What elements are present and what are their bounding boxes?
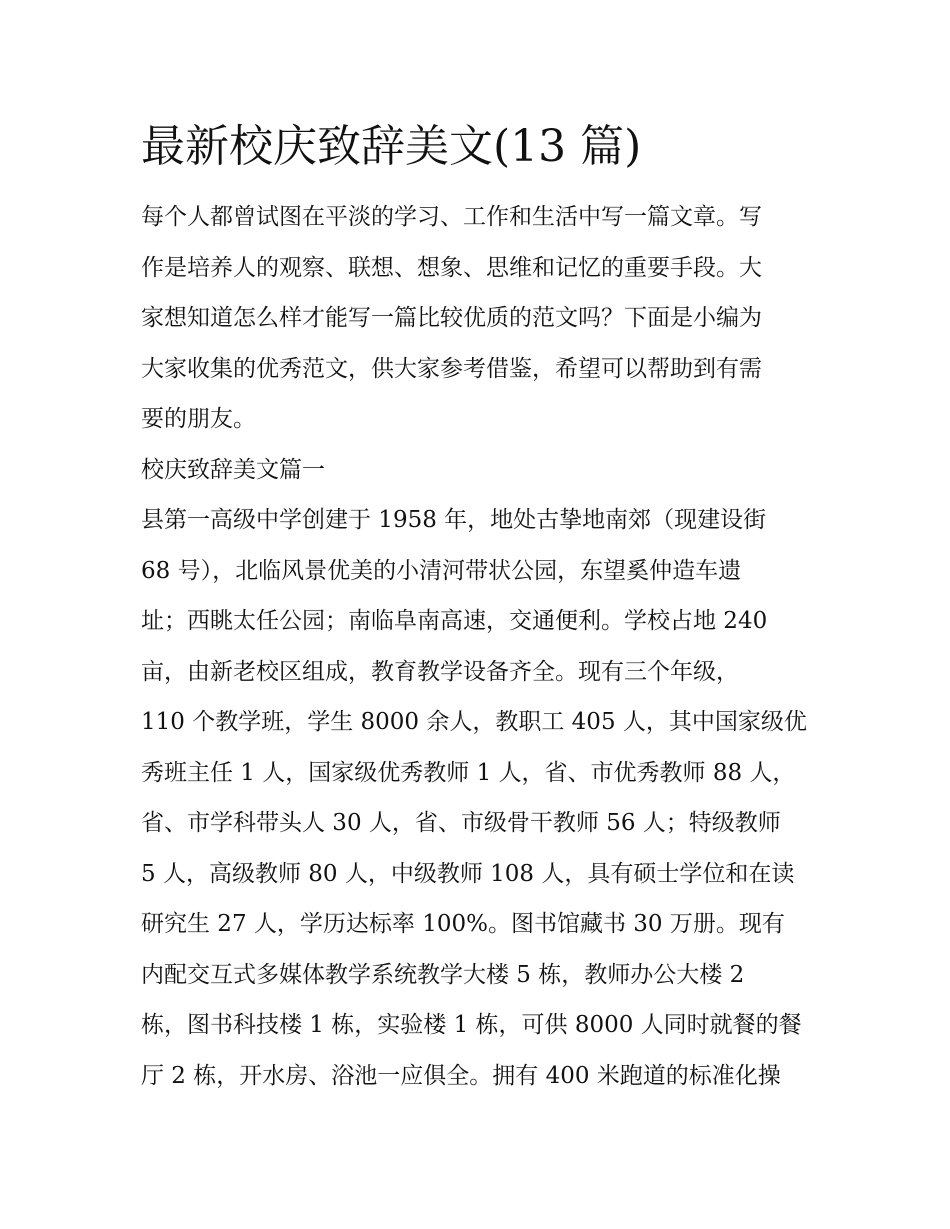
text-line: 要的朋友。 (141, 406, 256, 432)
text-line: 大家收集的优秀范文，供大家参考借鉴，希望可以帮助到有需 (141, 355, 762, 382)
text-line: 县第一高级中学创建于 1958 年，地处古挚地南郊（现建设街 (141, 507, 767, 533)
text-line: 栋，图书科技楼 1 栋，实验楼 1 栋，可供 8000 人同时就餐的餐 (141, 1012, 802, 1038)
text-line: 省、市学科带头人 30 人，省、市级骨干教师 56 人；特级教师 (141, 810, 781, 836)
document-title: 最新校庆致辞美文(13 篇) (141, 121, 642, 172)
text-line: 作是培养人的观察、联想、想象、思维和记忆的重要手段。大 (141, 254, 762, 281)
text-line: 厅 2 栋，开水房、浴池一应俱全。拥有 400 米跑道的标准化操 (141, 1062, 781, 1089)
text-line: 110 个教学班，学生 8000 余人，教职工 405 人，其中国家级优 (141, 709, 807, 735)
text-line: 5 人，高级教师 80 人，中级教师 108 人，具有硕士学位和在读 (141, 860, 795, 887)
text-line: 亩，由新老校区组成，教育教学设备齐全。现有三个年级， (141, 658, 739, 685)
text-line: 家想知道怎么样才能写一篇比较优质的范文吗？下面是小编为 (141, 305, 762, 331)
text-line: 址；西眺太任公园；南临阜南高速，交通便利。学校占地 240 (141, 608, 768, 634)
document-page (141, 112, 813, 1101)
text-line: 秀班主任 1 人，国家级优秀教师 1 人，省、市优秀教师 88 人， (141, 759, 796, 786)
text-line: 研究生 27 人，学历达标率 100%。图书馆藏书 30 万册。现有 (141, 911, 785, 937)
body-paragraph (141, 495, 813, 1101)
section-heading: 校庆致辞美文篇一 (141, 456, 325, 483)
intro-paragraph (141, 192, 813, 445)
text-line: 每个人都曾试图在平淡的学习、工作和生活中写一篇文章。写 (141, 204, 762, 230)
text-line: 68 号），北临风景优美的小清河带状公园，东望奚仲造车遗 (141, 557, 742, 584)
text-line: 内配交互式多媒体教学系统教学大楼 5 栋，教师办公大楼 2 (141, 961, 745, 988)
